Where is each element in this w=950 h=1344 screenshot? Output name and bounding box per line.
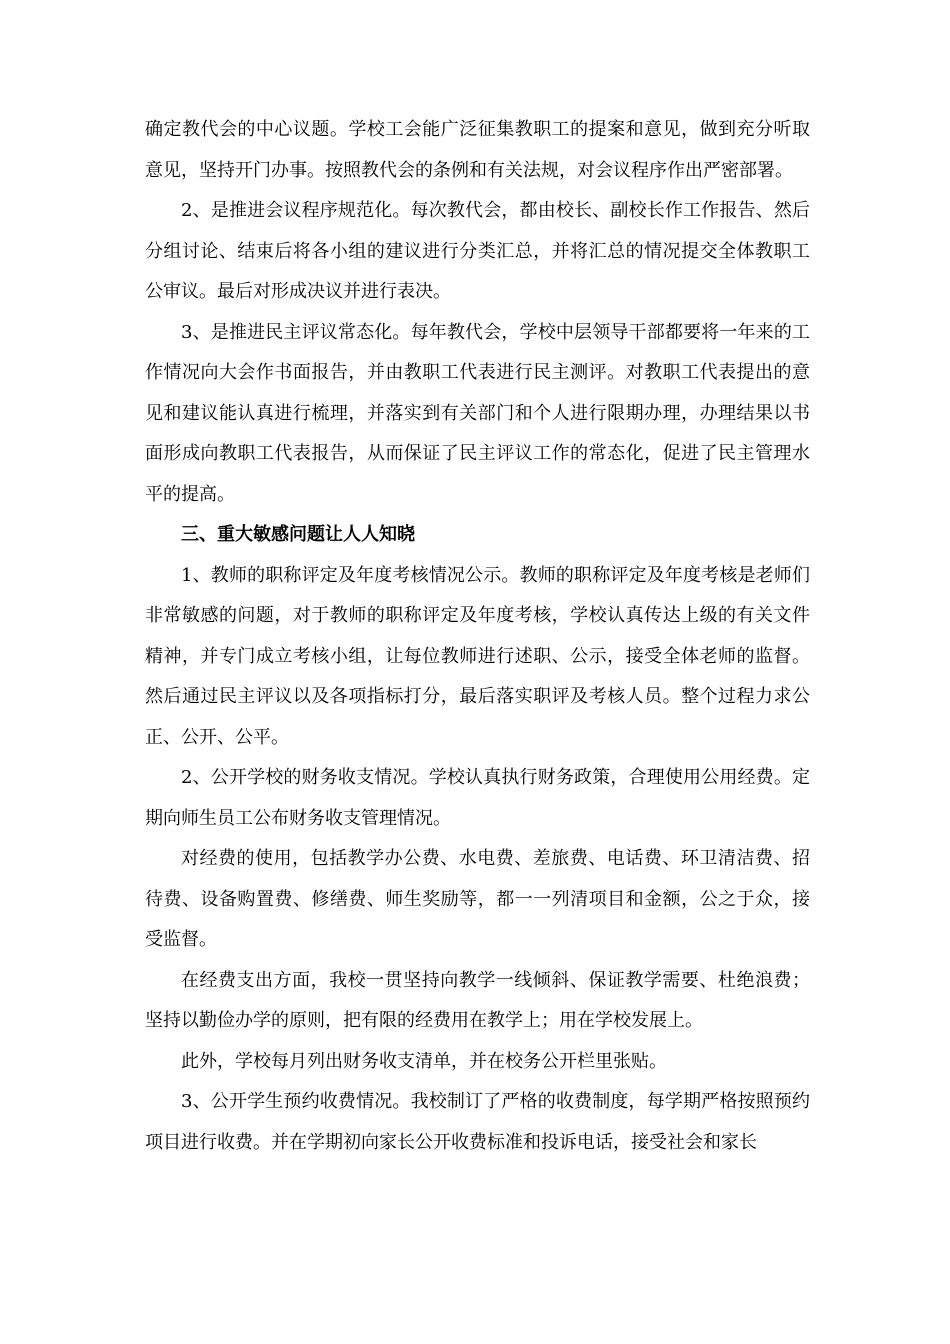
section-heading: 三、重大敏感问题让人人知晓 [181,524,415,545]
paragraph-10: 3、公开学生预约收费情况。我校制订了严格的收费制度，每学期严格按照预约项目进行收费。并在学期初向家长公开收费标准和投诉电话，接受社会和家长 [145,1091,810,1153]
paragraph-2: 2、是推进会议程序规范化。每次教代会，都由校长、副校长作工作报告、然后分组讨论、结束后将各小组的建议进行分类汇总，并将汇总的情况提交全体教职工公审议。最后对形成决议并进行表决。 [145,200,810,302]
paragraph-3: 3、是推进民主评议常态化。每年教代会，学校中层领导干部都要将一年来的工作情况向大会作书面报告，并由教职工代表进行民主测评。对教职工代表提出的意见和建议能认真进行梳理，并落实到有关部门和个人进行限期办理，办理结果以书面形成向教职工代表报告，从而保证了民主评议工作的常态化，促进了民主管理水平的提高。 [145,321,810,505]
paragraph-8: 在经费支出方面，我校一贯坚持向教学一线倾斜、保证教学需要、杜绝浪费；坚持以勤俭办学的原则，把有限的经费用在教学上；用在学校发展上。 [145,969,810,1031]
paragraph-6: 2、公开学校的财务收支情况。学校认真执行财务政策，合理使用公用经费。定期向师生员工公布财务收支管理情况。 [145,767,810,829]
document-body [145,110,810,1163]
paragraph-1: 确定教代会的中心议题。学校工会能广泛征集教职工的提案和意见，做到充分听取意见，坚持开门办事。按照教代会的条例和有关法规，对会议程序作出严密部署。 [145,119,810,181]
paragraph-5: 1、教师的职称评定及年度考核情况公示。教师的职称评定及年度考核是老师们非常敏感的问题，对于教师的职称评定及年度考核，学校认真传达上级的有关文件精神，并专门成立考核小组，让每位教师进行述职、公示，接受全体老师的监督。然后通过民主评议以及各项指标打分，最后落实职评及考核人员。整个过程力求公正、公开、公平。 [145,564,810,748]
paragraph-9: 此外，学校每月列出财务收支清单，并在校务公开栏里张贴。 [181,1050,667,1072]
paragraph-7: 对经费的使用，包括教学办公费、水电费、差旅费、电话费、环卫清洁费、招待费、设备购置费、修缮费、师生奖励等，都一一列清项目和金额，公之于众，接受监督。 [145,848,810,950]
